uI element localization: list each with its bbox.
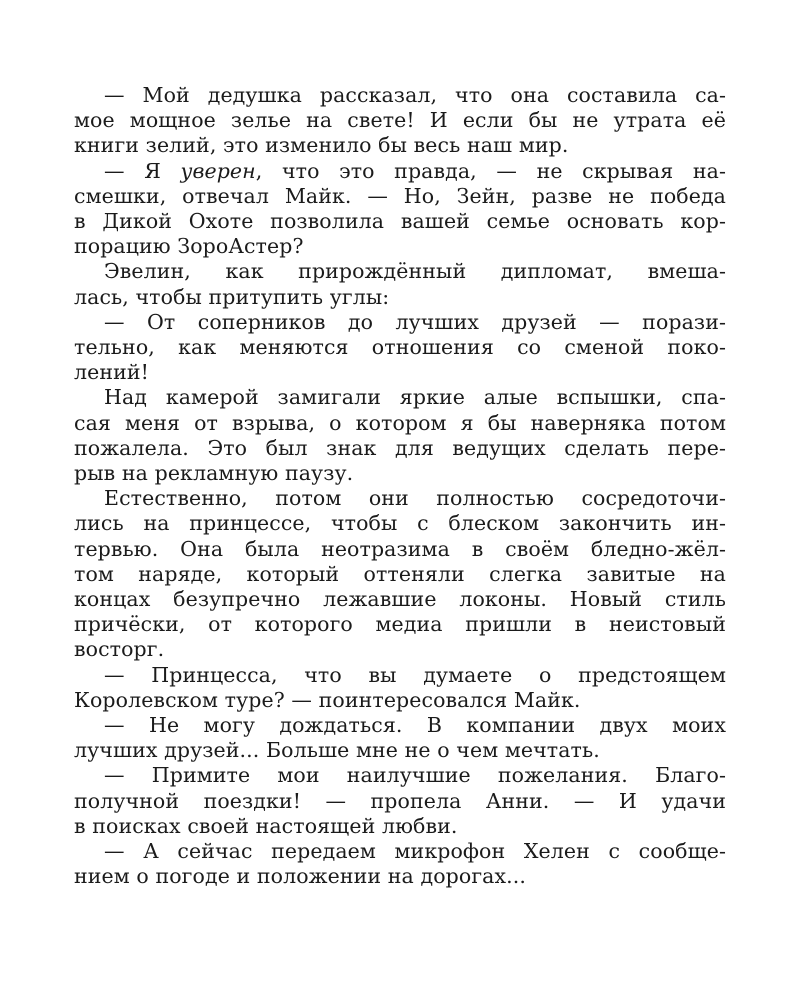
text-line: в поисках своей настоящей любви. [74, 813, 458, 838]
text-line: восторг. [74, 637, 165, 662]
text-line: — Примите мои наилучшие пожелания. Благо- [104, 763, 726, 788]
text-line: Естественно, потом они полностью сосредоточи- [104, 486, 726, 511]
paragraph [74, 839, 726, 889]
text-line: лись на принцессе, чтобы с блеском закончить ин- [74, 511, 726, 536]
paragraph [74, 259, 726, 309]
text-line: смешки, отвечал Майк. — Но, Зейн, разве не победа [74, 183, 726, 208]
text-line: тервью. Она была неотразима в своём бледно-жёл- [74, 536, 726, 561]
text-line: том наряде, который оттеняли слегка завитые на [74, 561, 726, 586]
text-line: Эвелин, как прирождённый дипломат, вмеша- [104, 259, 726, 284]
text-line: мое мощное зелье на свете! И если бы не утрата её [74, 108, 726, 133]
text-line: Над камерой замигали яркие алые вспышки, спа- [104, 385, 726, 410]
paragraph [74, 385, 726, 486]
text-line: причёски, от которого медиа пришли в неистовый [74, 612, 726, 637]
paragraph [74, 310, 726, 386]
text-line: лений! [74, 360, 149, 385]
text-line: лась, чтобы притупить углы: [74, 284, 390, 309]
text-line: получной поездки! — пропела Анни. — И удачи [74, 788, 726, 813]
text-line: рыв на рекламную паузу. [74, 461, 354, 486]
text-line: — Мой дедушка рассказал, что она составила са- [104, 83, 726, 107]
paragraph [74, 83, 726, 159]
text-line: пожалела. Это был знак для ведущих сделать пере- [74, 435, 726, 460]
text-line: — Я уверен, что это правда, — не скрывая на- [104, 158, 726, 183]
text-line: — Принцесса, что вы думаете о предстоящем [104, 662, 726, 687]
text-line: сая меня от взрыва, о котором я бы наверняка потом [74, 410, 726, 435]
paragraph [74, 486, 726, 662]
text-line: порацию ЗороАстер? [74, 234, 304, 259]
text-line: книги зелий, это изменило бы весь наш мир. [74, 133, 569, 158]
text-line: лучших друзей... Больше мне не о чем мечтать. [74, 738, 600, 763]
text-line: — А сейчас передаем микрофон Хелен с сообще- [104, 839, 726, 864]
paragraph [74, 663, 726, 713]
paragraph [74, 159, 726, 260]
text-line: — От соперников до лучших друзей — порази- [104, 309, 726, 334]
text-line: — Не могу дождаться. В компании двух моих [104, 713, 726, 738]
text-line: Королевском туре? — поинтересовался Майк. [74, 687, 581, 712]
text-block [74, 83, 726, 890]
text-line: в Дикой Охоте позволила вашей семье основать кор- [74, 209, 726, 234]
emphasized-word: уверен [180, 158, 256, 183]
paragraph [74, 713, 726, 763]
paragraph [74, 763, 726, 839]
text-line: концах безупречно лежавшие локоны. Новый стиль [74, 587, 726, 612]
text-line: нием о погоде и положении на дорогах... [74, 864, 526, 889]
text-line: тельно, как меняются отношения со сменой поко- [74, 335, 726, 360]
